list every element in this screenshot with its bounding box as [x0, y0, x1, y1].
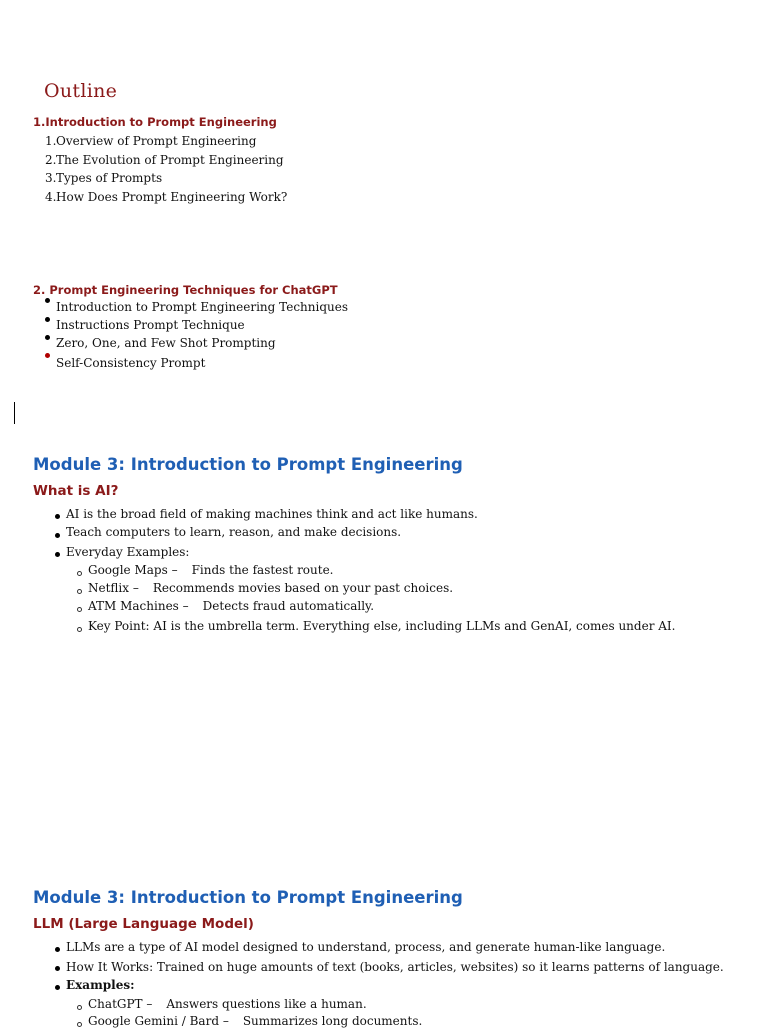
text-cursor	[14, 402, 15, 424]
example-desc: Detects fraud automatically.	[202, 599, 375, 613]
example-name: Google Gemini / Bard –	[88, 1014, 229, 1028]
sub-list-item	[88, 997, 367, 1012]
bullet-icon	[55, 966, 60, 971]
item-number: 4.	[45, 190, 57, 204]
sub-bullet-icon	[77, 627, 82, 632]
outline-item	[45, 153, 284, 168]
sub-list-item	[88, 581, 453, 596]
sub-bullet-icon	[77, 1022, 82, 1027]
list-item: Everyday Examples:	[66, 545, 190, 559]
outline-section-1-heading: 1.Introduction to Prompt Engineering	[33, 115, 277, 129]
item-number: 3.	[45, 171, 57, 185]
bullet-icon	[55, 552, 60, 557]
bullet-icon	[55, 533, 60, 538]
outline-item	[45, 190, 287, 205]
example-name: Netflix –	[88, 581, 139, 595]
list-item: Teach computers to learn, reason, and make decisions.	[66, 525, 402, 539]
examples-label: Examples:	[66, 978, 135, 992]
key-point: Key Point: AI is the umbrella term. Everything else, including LLMs and GenAI, comes under AI.	[88, 619, 676, 633]
example-desc: Summarizes long documents.	[242, 1014, 423, 1028]
outline-bullet-item: Self-Consistency Prompt	[56, 356, 206, 370]
bullet-icon	[45, 335, 50, 340]
example-desc: Finds the fastest route.	[191, 563, 334, 577]
example-name: Google Maps –	[88, 563, 178, 577]
bullet-icon	[45, 353, 50, 358]
item-number: 2.	[45, 153, 57, 167]
bullet-icon	[45, 298, 50, 303]
example-name: ATM Machines –	[88, 599, 189, 613]
example-desc: Answers questions like a human.	[166, 997, 367, 1011]
section-subtitle: What is AI?	[33, 483, 119, 499]
sub-list-item	[88, 599, 374, 614]
list-item: LLMs are a type of AI model designed to understand, process, and generate human-like language.	[66, 940, 666, 954]
item-text: Overview of Prompt Engineering	[56, 134, 257, 148]
bullet-icon	[55, 514, 60, 519]
module-title: Module 3: Introduction to Prompt Engineering	[33, 888, 463, 907]
outline-bullet-item: Instructions Prompt Technique	[56, 318, 245, 332]
example-desc: Recommends movies based on your past choices.	[152, 581, 454, 595]
sub-bullet-icon	[77, 1005, 82, 1010]
list-item: How It Works: Trained on huge amounts of text (books, articles, websites) so it learns patterns of language.	[66, 960, 724, 974]
item-text: The Evolution of Prompt Engineering	[56, 153, 284, 167]
sub-bullet-icon	[77, 571, 82, 576]
bullet-icon	[45, 317, 50, 322]
outline-item	[45, 134, 256, 149]
outline-item	[45, 171, 162, 186]
item-text: Types of Prompts	[56, 171, 163, 185]
module-title: Module 3: Introduction to Prompt Engineering	[33, 455, 463, 474]
sub-bullet-icon	[77, 589, 82, 594]
sub-list-item	[88, 1014, 422, 1029]
outline-bullet-item: Zero, One, and Few Shot Prompting	[56, 336, 276, 350]
item-text: How Does Prompt Engineering Work?	[56, 190, 288, 204]
sub-list-item	[88, 563, 334, 578]
item-number: 1.	[45, 134, 57, 148]
sub-bullet-icon	[77, 607, 82, 612]
outline-title: Outline	[44, 80, 118, 102]
example-name: ChatGPT –	[88, 997, 153, 1011]
outline-bullet-item: Introduction to Prompt Engineering Techniques	[56, 300, 349, 314]
list-item: AI is the broad field of making machines think and act like humans.	[66, 507, 478, 521]
bullet-icon	[55, 985, 60, 990]
bullet-icon	[55, 947, 60, 952]
outline-section-2-heading: 2. Prompt Engineering Techniques for ChatGPT	[33, 283, 338, 297]
section-subtitle: LLM (Large Language Model)	[33, 916, 254, 932]
